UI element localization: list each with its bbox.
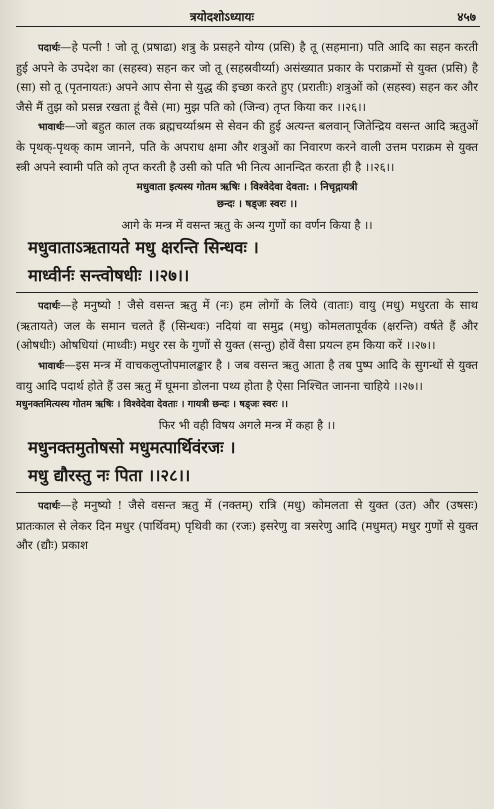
mantra-divider	[16, 292, 478, 293]
header-divider	[16, 26, 480, 27]
verse-28-mantra-line1: मधुनक्तमुतोषसो मधुमत्पार्थिवंरजः ।	[28, 438, 236, 458]
bhavarth-paragraph	[16, 356, 478, 396]
page-header	[0, 6, 494, 26]
mantra-divider	[16, 492, 478, 493]
page-number: ४५७	[457, 10, 476, 24]
padarth-text: —हे पत्नी ! जो तू (प्रषाढा) शत्रु के प्रसहने योग्य (प्रसि) है तू (सहमाना) पति आदि का सहन करती हुई अपने के उपदेश का (सहस्व) सहन कर जो तू (सहस्रवीर्य्या) असंख्यात प्रकार के पराक्रमों से युक्त (प्रसि) है (सा) सो तू (पृतनायतः) अपने आप सेना से युद्ध की इच्छा करते हुए (प्ररातीः) शत्रुओं को (सहस्व) सहन कर और जैसे मैं तुझ को प्रसन्न रखता हूं वैसे (मा) मुझ पति को (जिन्व) तृप्त किया कर ।।२६।।	[16, 40, 478, 114]
verse-28-mantra-line2: मधु द्यौरस्तु नः पिता ।।२८।।	[28, 466, 191, 486]
verse-27-metadata-cont: छन्दः । षड्जः स्वरः ।।	[216, 198, 298, 211]
verse-28-section	[16, 396, 478, 556]
verse-27-metadata: मधुवाता इत्यस्य गोतम ऋषिः । विश्वेदेवा देवता: । निचृद्गायत्री	[136, 181, 358, 194]
verse-27-mantra-line2: माध्वीर्नः सन्त्वोषधीः ।।२७।।	[28, 266, 190, 286]
bhavarth-label: भावार्थः	[38, 360, 65, 372]
padarth-paragraph	[16, 38, 478, 117]
padarth-label: पदार्थः	[38, 501, 60, 513]
chapter-title: त्रयोदशोऽध्यायः	[190, 10, 254, 24]
verse-27-section	[16, 179, 478, 396]
verse-28-intro: फिर भी वही विषय अगले मन्त्र में कहा है ।।	[158, 418, 336, 433]
verse-26-commentary	[16, 38, 478, 177]
padarth-text: —हे मनुष्यो ! जैसे वसन्त ऋतु में (नक्तम्) रात्रि (मधु) कोमलता से युक्त (उत) और (उषसः) प्रातःकाल से लेकर दिन मधुर (पार्थिवम्) पृथिवी का (रजः) इसरेणु वा त्रसरेणु आदि (मधुमत्) मधुर गुणों से युक्त और (द्यौः) प्रकाश	[16, 498, 478, 553]
padarth-label: पदार्थः	[38, 301, 60, 313]
bhavarth-label: भावार्थः	[38, 122, 65, 134]
verse-28-metadata: मधुनक्तमित्यस्य गोतम ऋषिः । विश्वेदेवा देवताः । गायत्री छन्दः । षड्जः स्वरः ।।	[16, 399, 289, 411]
bhavarth-text: —इस मन्त्र में वाचकलुप्तोपमालङ्कार है । जब वसन्त ऋतु आता है तब पुष्प आदि के सुगन्धों से युक्त वायु आदि पदार्थ होते हैं उस ऋतु में घूमना डोलना पथ्य होता है ऐसा निश्चित जानना चाहिये ।।२७।।	[16, 357, 478, 393]
padarth-paragraph	[16, 496, 478, 556]
bhavarth-paragraph	[16, 117, 478, 177]
verse-27-intro: आगे के मन्त्र में वसन्त ऋतु के अन्य गुणों का वर्णन किया है ।।	[121, 218, 373, 233]
bhavarth-text: —जो बहुत काल तक ब्रह्मचर्य्याश्रम से सेवन की हुई अत्यन्त बलवान् जितेन्द्रिय वसन्त आदि ऋतुओं के पृथक्-पृथक् काम जानने, पति के अपराध क्षमा और शत्रुओं का निवारण करने वाली उत्तम पराक्रम से युक्त स्त्री अपने स्वामी पति को तृप्त करती है उसी को पति भी नित्य आनन्दित करता ही है ।।२६।।	[16, 119, 478, 174]
verse-27-mantra-line1: मधुवाताऽऋतायते मधु क्षरन्ति सिन्धवः ।	[28, 238, 259, 258]
padarth-text: —हे मनुष्यो ! जैसे वसन्त ऋतु में (नः) हम लोगों के लिये (वाताः) वायु (मधु) मधुरता के साथ (ऋतायते) जल के समान चलते हैं (सिन्धवः) नदियां वा समुद्र (मधु) कोमलतापूर्वक (क्षरन्ति) वर्षते हैं और (ओषधीः) ओषधियां (माध्वीः) मधुर रस के गुणों से युक्त (सन्तु) होवें वैसा प्रयत्न हम किया करें ।।२७।।	[16, 298, 478, 353]
padarth-label: पदार्थः	[38, 43, 60, 54]
padarth-paragraph	[16, 296, 478, 356]
